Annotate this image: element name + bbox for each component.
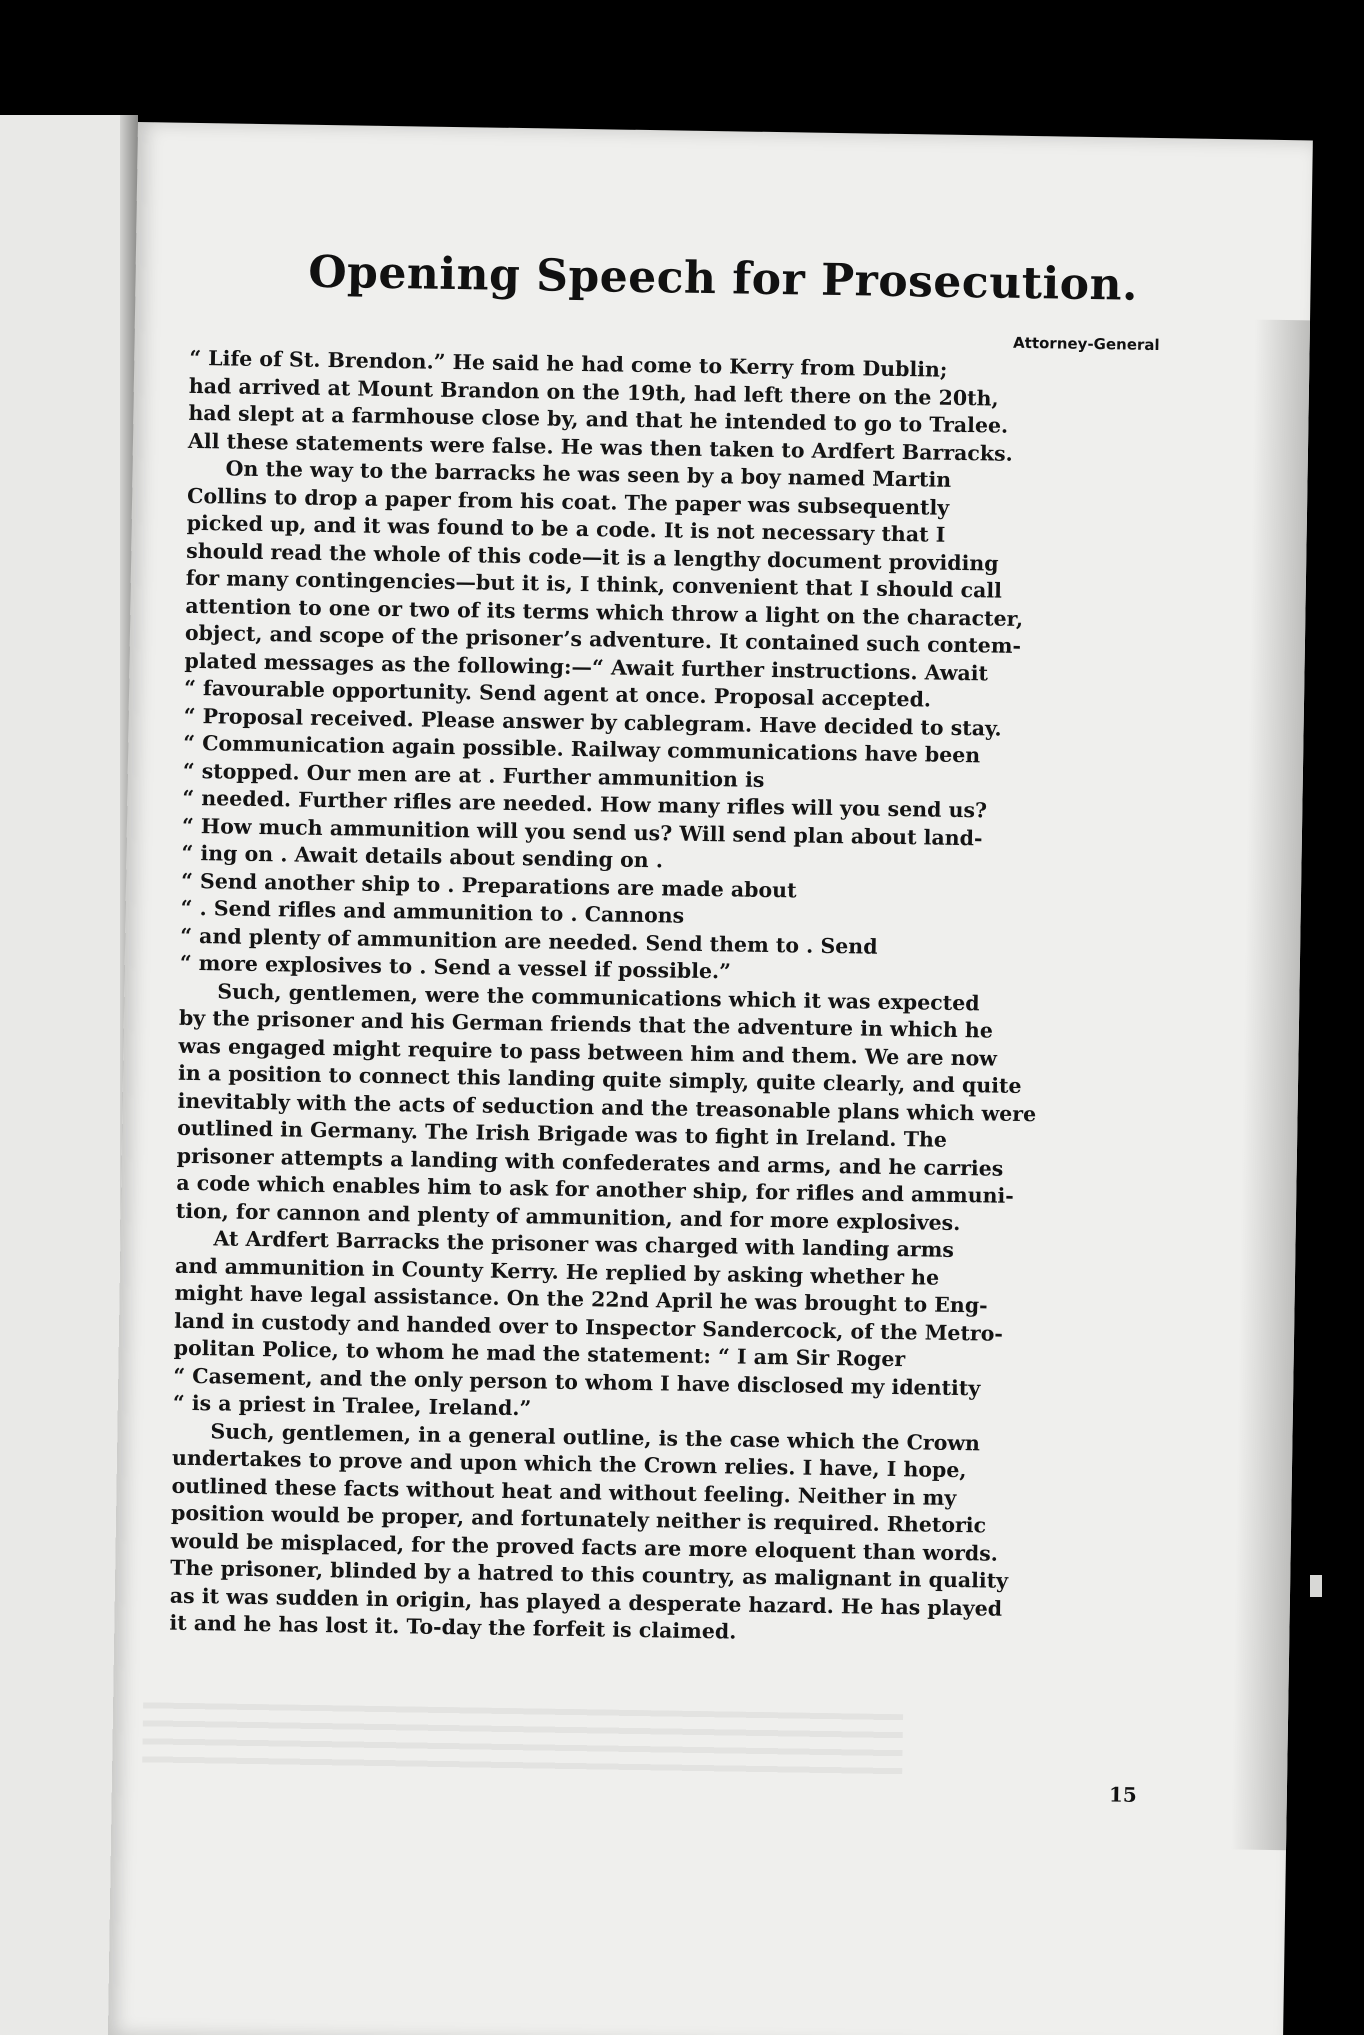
paragraph-1: “ Life of St. Brendon.” He said he had come to Kerry from Dublin; had arrived at Mount Brandon on the 19th, had left there on the 20th, had slept at a farmhouse close by, and that he intended to go to Tralee. All these statements were false. He was then taken to Ardfert Barracks. <box>187 345 1013 466</box>
show-through-text <box>142 1702 903 1784</box>
page-edge-mark <box>1310 1575 1322 1597</box>
paragraph-5: Such, gentlemen, in a general outline, is the case which the Crown undertakes to prove and upon which the Crown relies. I have, I hope, outlined these facts without heat and without feeling. Neither in my position would be proper, and fortunately neither is required. Rhetoric would be misplaced, for the proved facts are more eloquent than words. The prisoner, blinded by a hatred to this country, as malignant in quality as it was sudden in origin, has played a desperate hazard. He has played it and he has lost it. To-day the forfeit is claimed. <box>169 1418 1009 1644</box>
running-head: Attorney-General <box>1012 333 1160 355</box>
paragraph-3: Such, gentlemen, were the communications which it was expected by the prisoner and his German friends that the adventure in which he was engaged might require to pass between him and them. We are now in a position to connect this landing quite simply, quite clearly, and quite inevitably with the acts of seduction and the treasonable plans which were outlined in Germany. The Irish Brigade was to fight in Ireland. The prisoner attempts a landing with confederates and arms, and he carries a code which enables him to ask for another ship, for rifles and ammuni- tion, for cannon and plenty of ammunition, and for more explosives. <box>175 978 1037 1235</box>
paragraph-2: On the way to the barracks he was seen by a boy named Martin Collins to drop a paper from his coat. The paper was subsequently picked up, and it was found to be a code. It is not necessary that I should read the whole of this code—it is a lengthy document providing for many contingencies—but it is, I think, convenient that I should call attention to one or two of its terms which throw a light on the character, object, and scope of the prisoner’s adventure. It contained such contem- plated messages as the following:—“ Await further instructions. Await “ favourable opportunity. Send agent at once. Proposal accepted. “ Proposal received. Please answer by cablegram. Have decided to stay. “ Communication again possible. Railway communications have been “ stopped. Our men are at . Further ammunition is “ needed. Further rifles are needed. How many rifles will you send us? “ How much ammunition will you send us? Will send plan about land- “ ing on . Await details about sending on . “ Send another ship to . Preparations are made about “ . Send rifles and ammunition to . Cannons “ and plenty of ammunition are needed. Send them to . Send “ more explosives to . Send a vessel if possible.” <box>179 456 1024 984</box>
page-edge-shadow <box>1231 320 1310 1851</box>
page-title: Opening Speech for Prosecution. <box>307 246 1139 311</box>
page-number: 15 <box>1108 1782 1138 1807</box>
paragraph-4: At Ardfert Barracks the prisoner was charged with landing arms and ammunition in County Kerry. He replied by asking whether he might have legal assistance. On the 22nd April he was brought to Eng- land in custody and handed over to Inspector Sandercock, of the Metro- politan Police, to whom he mad the statement: “ I am Sir Roger “ Casement, and the only person to whom I have disclosed my identity “ is a priest in Tralee, Ireland.” <box>172 1226 1004 1421</box>
book-page <box>108 122 1313 2035</box>
body-text <box>169 345 1119 1652</box>
